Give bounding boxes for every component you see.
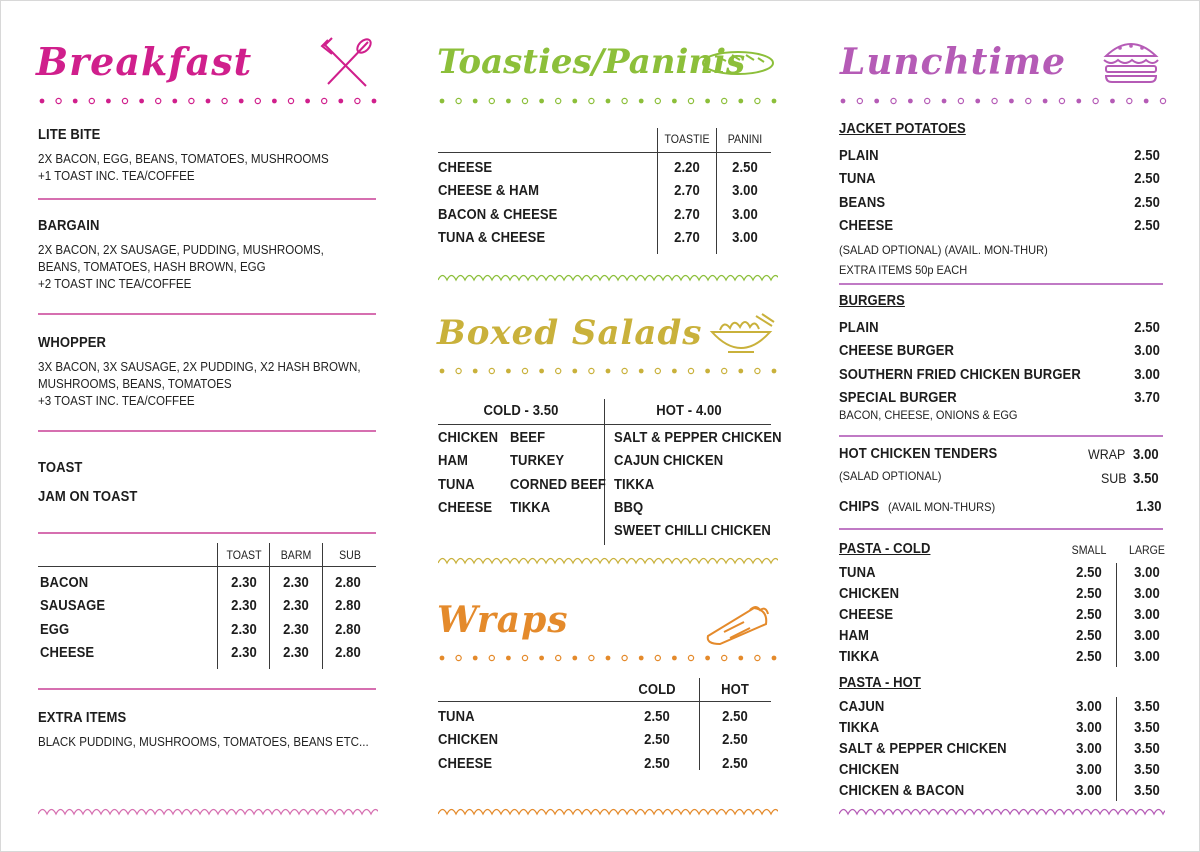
salad-hot-option: SWEET CHILLI CHICKEN xyxy=(614,523,771,540)
table-cell-price: 2.50 xyxy=(722,755,748,772)
table-column-header: LARGE xyxy=(1129,545,1165,557)
table-cell-price: 2.80 xyxy=(335,575,361,591)
burger-item-name: CHEESE BURGER xyxy=(839,343,955,360)
table-cell-price: 3.00 xyxy=(1134,607,1160,623)
breakfast-scallop-border xyxy=(38,806,378,816)
toasties-dotted-divider xyxy=(438,94,778,106)
table-row-label: CHEESE xyxy=(438,755,493,772)
table-cell-price: 2.50 xyxy=(1076,565,1102,581)
breakfast-dotted-divider xyxy=(38,94,378,106)
middle-column xyxy=(400,0,800,852)
table-row-label: SAUSAGE xyxy=(40,598,106,615)
table-column-rule xyxy=(657,128,658,254)
extra-items-name: EXTRA ITEMS xyxy=(38,710,127,726)
table-column-rule xyxy=(322,543,323,669)
toasties-title: Toasties/Paninis xyxy=(437,42,746,82)
salad-cold-option: CHEESE xyxy=(438,499,493,516)
breakfast-section xyxy=(0,0,400,852)
dot-pattern xyxy=(438,95,778,107)
burger-item-name: SOUTHERN FRIED CHICKEN BURGER xyxy=(839,366,1081,383)
table-column-rule xyxy=(699,678,700,770)
breakfast-item-desc: +1 TOAST INC. TEA/COFFEE xyxy=(38,169,195,183)
tenders-sub-label: SUB xyxy=(1101,471,1127,486)
tenders-wrap-price xyxy=(1088,446,1162,464)
table-row-label: CHEESE xyxy=(839,607,894,623)
table-cell-price: 3.00 xyxy=(1134,565,1160,581)
chips-price: 1.30 xyxy=(1136,499,1162,515)
wraps-dotted-divider xyxy=(438,651,778,663)
table-cell-price: 3.00 xyxy=(1076,741,1102,757)
jacket-item-name: CHEESE xyxy=(839,217,894,234)
table-row-label: TIKKA xyxy=(839,649,880,665)
table-cell-price: 3.50 xyxy=(1134,699,1160,715)
breakfast-item-desc: BEANS, TOMATOES, HASH BROWN, EGG xyxy=(38,260,266,274)
section-divider xyxy=(38,532,376,534)
burger-item-name: SPECIAL BURGER xyxy=(839,389,957,406)
breakfast-item-desc: 2X BACON, EGG, BEANS, TOMATOES, MUSHROOMS xyxy=(38,152,329,166)
salad-hot-option: TIKKA xyxy=(614,476,655,493)
burger-item-price: 3.00 xyxy=(1134,366,1160,383)
table-cell-price: 2.50 xyxy=(732,160,758,176)
dot-pattern xyxy=(438,652,778,664)
table-cell-price: 3.00 xyxy=(1134,649,1160,665)
table-cell-price: 2.30 xyxy=(231,598,257,615)
table-column-header: COLD xyxy=(638,682,676,698)
salad-cold-option: CHICKEN xyxy=(438,430,499,446)
lunchtime-title: Lunchtime xyxy=(840,41,1067,83)
section-divider xyxy=(839,528,1163,530)
jacket-item-price: 2.50 xyxy=(1134,171,1160,188)
wraps-title: Wraps xyxy=(437,599,569,641)
tenders-sub-price xyxy=(1101,470,1162,488)
burger-item-price: 2.50 xyxy=(1134,320,1160,336)
table-cell-price: 3.00 xyxy=(732,229,758,246)
table-row-label: CHEESE xyxy=(438,160,493,176)
salads-scallop-border xyxy=(438,555,778,565)
table-column-rule xyxy=(604,399,605,545)
chips-note: (AVAIL MON-THURS) xyxy=(888,500,996,514)
breakfast-item-desc: 3X BACON, 3X SAUSAGE, 2X PUDDING, X2 HASH BROWN, xyxy=(38,360,361,374)
table-cell-price: 3.00 xyxy=(732,206,758,223)
wraps-scallop-border xyxy=(438,806,778,816)
lunchtime-scallop-border xyxy=(839,806,1165,816)
table-cell-price: 2.30 xyxy=(231,575,257,591)
table-cell-price: 2.20 xyxy=(674,160,700,176)
burger-icon xyxy=(1100,36,1162,84)
table-row-label: HAM xyxy=(839,628,869,644)
table-cell-price: 3.50 xyxy=(1134,783,1160,799)
table-column-header: TOASTIE xyxy=(664,134,710,146)
table-header-rule xyxy=(38,566,376,567)
tenders-sub-value: 3.50 xyxy=(1133,471,1160,487)
section-divider xyxy=(839,435,1163,437)
table-row-label: BACON xyxy=(40,575,89,591)
table-cell-price: 2.30 xyxy=(283,621,309,638)
table-cell-price: 3.50 xyxy=(1134,762,1160,778)
table-row-label: CHEESE xyxy=(40,644,95,661)
burger-item-price: 3.70 xyxy=(1134,389,1160,406)
table-cell-price: 2.50 xyxy=(644,732,670,749)
fork-and-knife-icon xyxy=(318,36,376,92)
table-row-label: BACON & CHEESE xyxy=(438,206,558,223)
table-column-header: BARM xyxy=(280,550,312,562)
breakfast-item-name: BARGAIN xyxy=(38,218,100,234)
table-cell-price: 2.50 xyxy=(644,709,670,725)
burger-item-name: PLAIN xyxy=(839,320,879,336)
table-cell-price: 3.00 xyxy=(1076,762,1102,778)
salad-cold-option: HAM xyxy=(438,453,468,470)
jacket-potatoes-heading: JACKET POTATOES xyxy=(839,121,966,137)
table-cell-price: 2.70 xyxy=(674,183,700,200)
table-cell-price: 2.50 xyxy=(1076,607,1102,623)
chips-name: CHIPS xyxy=(839,499,880,515)
table-column-header: SUB xyxy=(339,550,361,562)
table-row-label: CAJUN xyxy=(839,699,885,715)
table-cell-price: 2.50 xyxy=(722,709,748,725)
salads-title: Boxed Salads xyxy=(437,313,703,353)
salad-cold-option: TUNA xyxy=(438,476,475,493)
table-cell-price: 3.00 xyxy=(1076,783,1102,799)
salad-hot-option: BBQ xyxy=(614,499,644,516)
table-column-header: SMALL xyxy=(1071,545,1107,557)
table-cell-price: 2.80 xyxy=(335,621,361,638)
table-cell-price: 3.00 xyxy=(1134,586,1160,602)
tenders-wrap-value: 3.00 xyxy=(1133,447,1160,463)
section-divider xyxy=(38,198,376,200)
table-column-rule xyxy=(269,543,270,669)
table-column-header: TOAST xyxy=(226,550,262,562)
dot-pattern xyxy=(38,95,378,107)
baguette-icon xyxy=(700,48,776,78)
salads-hot-header: HOT - 4.00 xyxy=(656,403,722,419)
table-row-label: SALT & PEPPER CHICKEN xyxy=(839,741,1007,757)
table-cell-price: 3.00 xyxy=(732,183,758,200)
table-cell-price: 3.50 xyxy=(1134,720,1160,736)
jacket-item-price: 2.50 xyxy=(1134,148,1160,164)
table-row-label: TUNA xyxy=(438,709,475,725)
chicken-tenders-note: (SALAD OPTIONAL) xyxy=(839,469,942,483)
table-row-label: TUNA xyxy=(839,565,876,581)
breakfast-item-name: LITE BITE xyxy=(38,127,101,143)
table-cell-price: 2.80 xyxy=(335,644,361,661)
table-column-rule xyxy=(716,128,717,254)
breakfast-item-desc: +2 TOAST INC TEA/COFFEE xyxy=(38,277,192,291)
jacket-item-name: PLAIN xyxy=(839,148,879,164)
breakfast-item-desc: 2X BACON, 2X SAUSAGE, PUDDING, MUSHROOMS, xyxy=(38,243,324,257)
table-header-rule xyxy=(438,701,771,702)
table-cell-price: 2.70 xyxy=(674,229,700,246)
table-row-label: TIKKA xyxy=(839,720,880,736)
section-divider xyxy=(38,313,376,315)
table-row-label: CHEESE & HAM xyxy=(438,183,540,200)
chicken-tenders-name: HOT CHICKEN TENDERS xyxy=(839,446,998,462)
jacket-item-name: BEANS xyxy=(839,194,886,211)
toast-item-name: JAM ON TOAST xyxy=(38,489,138,505)
table-cell-price: 2.50 xyxy=(1076,649,1102,665)
table-column-rule xyxy=(1116,697,1117,801)
table-cell-price: 3.50 xyxy=(1134,741,1160,757)
dot-pattern xyxy=(839,95,1167,107)
chips-row xyxy=(839,498,1005,516)
table-cell-price: 3.00 xyxy=(1076,699,1102,715)
pasta-hot-heading: PASTA - HOT xyxy=(839,675,921,691)
breakfast-item-name: WHOPPER xyxy=(38,335,107,351)
section-divider xyxy=(839,283,1163,285)
table-cell-price: 2.50 xyxy=(1076,628,1102,644)
table-header-rule xyxy=(438,152,771,153)
burgers-heading: BURGERS xyxy=(839,293,905,309)
table-column-header: HOT xyxy=(721,682,749,698)
table-cell-price: 2.30 xyxy=(231,644,257,661)
table-cell-price: 3.00 xyxy=(1134,628,1160,644)
breakfast-item-desc: +3 TOAST INC. TEA/COFFEE xyxy=(38,394,195,408)
table-cell-price: 2.80 xyxy=(335,598,361,615)
table-cell-price: 2.50 xyxy=(1076,586,1102,602)
breakfast-title: Breakfast xyxy=(36,39,253,84)
table-cell-price: 3.00 xyxy=(1076,720,1102,736)
toast-item-name: TOAST xyxy=(38,460,83,476)
salad-hot-option: SALT & PEPPER CHICKEN xyxy=(614,430,782,446)
table-cell-price: 2.30 xyxy=(231,621,257,638)
lunchtime-section xyxy=(800,0,1200,852)
table-cell-price: 2.30 xyxy=(283,575,309,591)
table-row-label: TUNA & CHEESE xyxy=(438,229,546,246)
dot-pattern xyxy=(438,365,778,377)
salad-cold-option: TURKEY xyxy=(510,453,565,470)
salad-cold-option: TIKKA xyxy=(510,499,551,516)
table-row-label: CHICKEN xyxy=(438,732,499,749)
special-burger-desc: BACON, CHEESE, ONIONS & EGG xyxy=(839,408,1018,422)
toasties-scallop-border xyxy=(438,272,778,282)
jacket-item-price: 2.50 xyxy=(1134,194,1160,211)
pasta-cold-heading: PASTA - COLD xyxy=(839,541,931,557)
table-cell-price: 2.50 xyxy=(722,732,748,749)
table-cell-price: 2.30 xyxy=(283,598,309,615)
salads-dotted-divider xyxy=(438,364,778,376)
lunchtime-dotted-divider xyxy=(839,94,1167,106)
tenders-wrap-label: WRAP xyxy=(1088,447,1126,462)
jacket-note: (SALAD OPTIONAL) (AVAIL. MON-THUR) xyxy=(839,243,1048,257)
salad-bowl-icon xyxy=(706,312,776,358)
table-row-label: CHICKEN xyxy=(839,586,900,602)
extra-items-desc: BLACK PUDDING, MUSHROOMS, TOMATOES, BEANS ETC... xyxy=(38,735,369,749)
table-cell-price: 2.50 xyxy=(644,755,670,772)
section-divider xyxy=(38,430,376,432)
salad-cold-option: CORNED BEEF xyxy=(510,476,606,493)
wrap-icon xyxy=(702,600,774,646)
breakfast-item-desc: MUSHROOMS, BEANS, TOMATOES xyxy=(38,377,232,391)
table-column-rule xyxy=(217,543,218,669)
table-row-label: CHICKEN xyxy=(839,762,900,778)
burger-item-price: 3.00 xyxy=(1134,343,1160,360)
table-column-header: PANINI xyxy=(727,134,763,146)
jacket-note: EXTRA ITEMS 50p EACH xyxy=(839,263,968,277)
section-divider xyxy=(38,688,376,690)
table-cell-price: 2.70 xyxy=(674,206,700,223)
table-row-label: EGG xyxy=(40,621,70,638)
table-cell-price: 2.30 xyxy=(283,644,309,661)
jacket-item-price: 2.50 xyxy=(1134,217,1160,234)
salads-cold-header: COLD - 3.50 xyxy=(483,403,559,419)
table-row-label: CHICKEN & BACON xyxy=(839,783,965,799)
table-column-rule xyxy=(1116,563,1117,667)
jacket-item-name: TUNA xyxy=(839,171,876,188)
salad-hot-option: CAJUN CHICKEN xyxy=(614,453,724,470)
salad-cold-option: BEEF xyxy=(510,430,546,446)
